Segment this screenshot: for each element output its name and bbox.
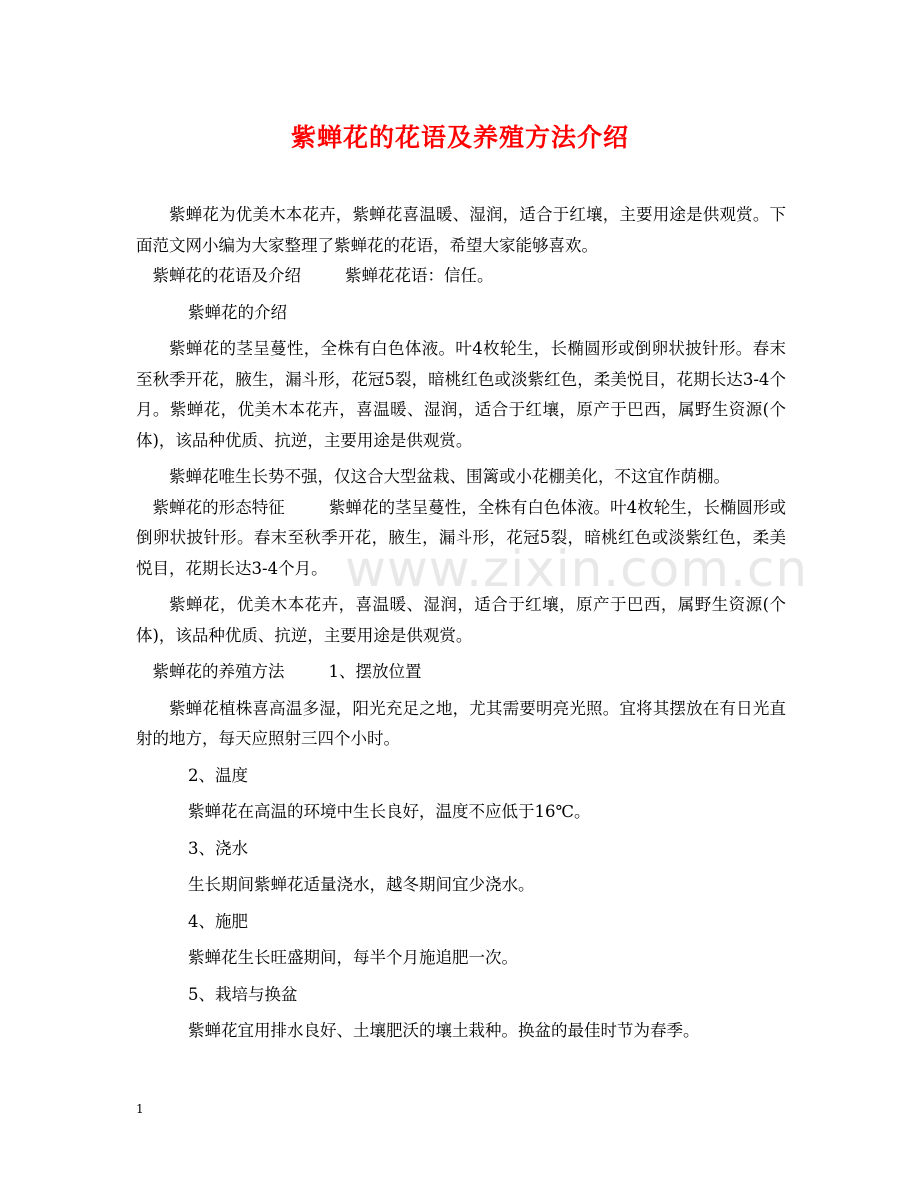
item4-text: 紫蝉花生长旺盛期间，每半个月施追肥一次。 [188, 948, 518, 967]
item4-heading: 4、施肥 [188, 911, 248, 931]
section2-text: 紫蝉花的茎呈蔓性，全株有白色体液。叶4枚轮生，长椭圆形或倒卵状披针形。春末至秋季开花，腋生，漏斗形，花冠5裂，暗桃红色或淡紫红色，柔美悦目，花期长达3-4个月。 [136, 497, 787, 578]
intro-paragraph-1: 紫蝉花的茎呈蔓性，全株有白色体液。叶4枚轮生，长椭圆形或倒卵状披针形。春末至秋季开花，腋生，漏斗形，花冠5裂，暗桃红色或淡紫红色，柔美悦目，花期长达3-4个月。紫蝉花，优美木本花卉，喜温暖、湿润，适合于红壤，原产于巴西，属野生资源(个体)，该品种优质、抗逆，主要用途是供观赏。 [136, 339, 786, 450]
section2-paragraph-2: 紫蝉花，优美木本花卉，喜温暖、湿润，适合于红壤，原产于巴西，属野生资源(个体)，该品种优质、抗逆，主要用途是供观赏。 [136, 595, 786, 645]
section2-paragraph [136, 493, 786, 585]
item5-heading: 5、栽培与换盆 [188, 984, 298, 1004]
intro-paragraph: 紫蝉花为优美木本花卉，紫蝉花喜温暖、湿润，适合于红壤，主要用途是供观赏。下面范文网小编为大家整理了紫蝉花的花语，希望大家能够喜欢。 [136, 205, 786, 255]
intro-paragraph-2: 紫蝉花唯生长势不强，仅这合大型盆栽、围篱或小花棚美化，不这宜作荫棚。 [169, 467, 730, 486]
page-number: 1 [136, 1102, 144, 1116]
section3-line [136, 657, 786, 688]
item1-text: 紫蝉花植株喜高温多湿，阳光充足之地，尤其需要明亮光照。宜将其摆放在有日光直射的地方，每天应照射三四个小时。 [136, 698, 786, 748]
item2-text: 紫蝉花在高温的环境中生长良好，温度不应低于16℃。 [188, 802, 591, 821]
section1-line [136, 261, 786, 292]
item2-heading: 2、温度 [188, 765, 248, 785]
section1-heading: 紫蝉花的花语及介绍 [152, 266, 301, 285]
item3-text: 生长期间紫蝉花适量浇水，越冬期间宜少浇水。 [188, 875, 535, 894]
document-body [136, 200, 786, 1047]
section2-heading: 紫蝉花的形态特征 [152, 497, 285, 517]
watermark: www.zixin.com.cn [345, 540, 809, 598]
section1-text: 紫蝉花花语：信任。 [345, 266, 494, 285]
item5-text: 紫蝉花宜用排水良好、土壤肥沃的壤土栽种。换盆的最佳时节为春季。 [188, 1021, 700, 1040]
item3-heading: 3、浇水 [188, 838, 248, 858]
document-title: 紫蝉花的花语及养殖方法介绍 [290, 123, 629, 152]
intro-heading: 紫蝉花的介绍 [188, 302, 287, 322]
section3-heading: 紫蝉花的养殖方法 [152, 662, 285, 681]
item1-heading: 1、摆放位置 [328, 662, 422, 681]
